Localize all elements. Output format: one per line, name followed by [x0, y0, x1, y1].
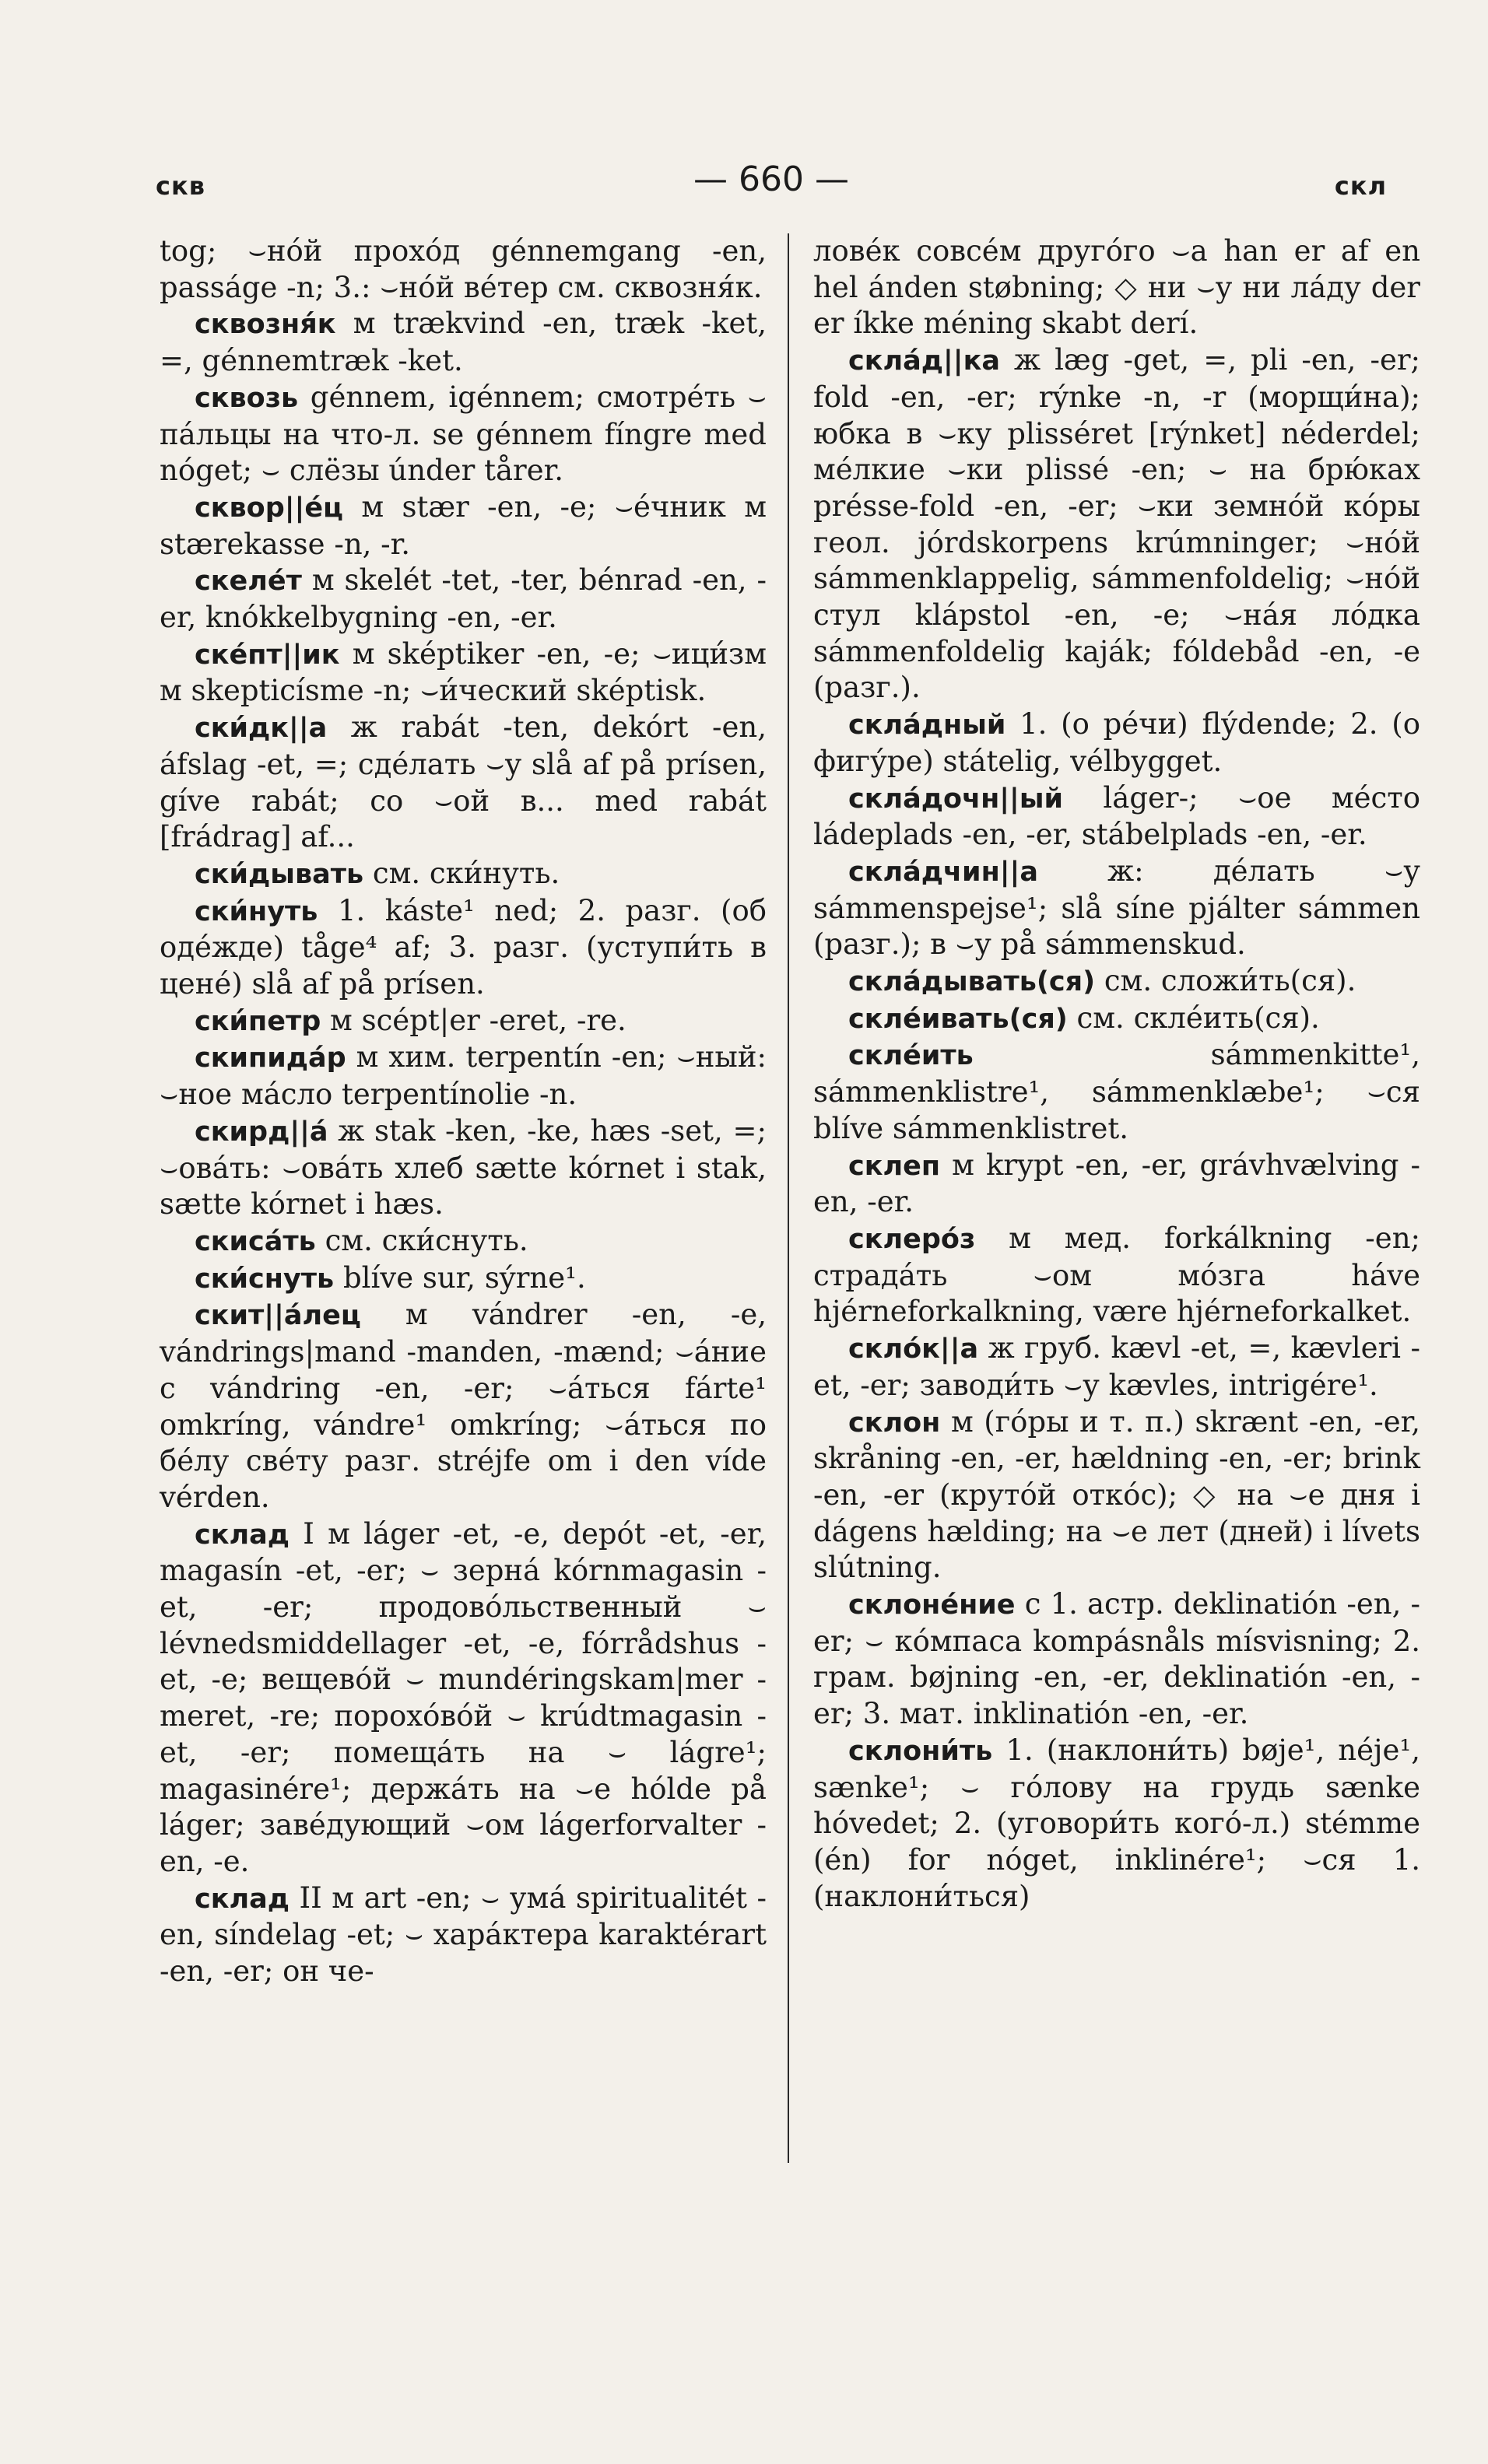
entry-headword: склéивать(ся) — [848, 1003, 1068, 1035]
entry-text: с 1. астр. deklinatión -en, -er; ⌣ кóмпаса kompásnåls mísvisning; 2. грам. bøjning -en, -er, deklinatión -en, -er; 3. мат. inklinatión -en, -er. — [813, 1587, 1420, 1731]
dictionary-entry — [813, 1221, 1420, 1330]
entry-text: ж læg -get, =, pli -en, -er; fold -en, -er; rýnke -n, -r (морщи́на); юбка в ⌣ку plisséret [rýnket] néderdel; мéлкие ⌣ки plissé -en; ⌣ на брю́ках présse-fold -en, -er; ⌣ки земнóй кóры геол. jórdskorpens krúmninger; ⌣нóй sámmenklappelig, sámmenfoldelig; ⌣нóй стул klápstol -en, -e; ⌣нáя лóдка sámmenfoldelig kaják; fóldebåd -en, -e (разг.). — [813, 343, 1420, 705]
running-head-left: скв — [156, 171, 205, 201]
entry-headword: скит||áлец — [195, 1300, 361, 1332]
entry-text: II м art -en; ⌣ умá spiritualitét -en, síndelag -et; ⌣ харáктера karaktérart -en, -er; он че- — [160, 1880, 767, 1989]
entry-text: génnem, igénnem; смотрéть ⌣ пáльцы на что-л. se génnem fíngre med nóget; ⌣ слёзы únder tårer. — [160, 380, 767, 488]
dictionary-entry — [160, 563, 767, 636]
entry-text: 1. (наклони́ть) bøje¹, néje¹, sænke¹; ⌣ гóлову на грудь sænke hóvedet; 2. (уговори́ть когó-л.) stémme (én) for nóget, inklinére¹; ⌣ся 1. (наклони́ться) — [813, 1733, 1420, 1913]
dictionary-entry — [813, 1404, 1420, 1587]
entry-headword: склáдочн||ый — [848, 783, 1064, 815]
dictionary-entry — [160, 893, 767, 1003]
entry-text: sámmenkitte¹, sámmenklistre¹, sámmenklæbe¹; ⌣ся blíve sámmenklistret. — [813, 1038, 1420, 1145]
entry-headword: склáдывать(ся) — [848, 966, 1096, 998]
entry-text: ловéк совсéм другóго ⌣а han er af en hel ánden støbning; ◇ ни ⌣у ни лáду der er íkke méning skabt derí. — [813, 234, 1420, 341]
right-column — [813, 233, 1420, 1915]
dictionary-entry — [813, 342, 1420, 706]
dictionary-entry — [813, 233, 1420, 342]
entry-headword: склад — [195, 1883, 290, 1915]
entry-text: м skelét -tet, -ter, bénrad -en, -er, knókkelbygning -en, -er. — [160, 563, 767, 635]
running-head-right: скл — [1334, 171, 1387, 201]
entry-headword: ски́нуть — [195, 896, 318, 927]
entry-text: 1. káste¹ ned; 2. разг. (об одéжде) tåge⁴ af; 3. разг. (уступи́ть в цене́) slå af på prísen. — [160, 893, 767, 1001]
column-divider — [788, 233, 789, 2163]
entry-headword: скипидáр — [195, 1043, 346, 1074]
dictionary-entry — [160, 380, 767, 489]
dictionary-entry — [813, 963, 1420, 1001]
dictionary-entry — [813, 780, 1420, 853]
entry-text: м vándrer -en, -e, vándrings|mand -manden, -mænd; ⌣áние с vándring -en, -er; ⌣áться fárte¹ omkríng, vándre¹ omkríng; ⌣áться по бéлу свéту разг. stréjfe om i den víde vérden. — [160, 1298, 767, 1514]
dictionary-entry — [813, 1330, 1420, 1404]
entry-text: см. ски́снуть. — [315, 1223, 528, 1257]
entry-headword: склóк||а — [848, 1334, 979, 1365]
entry-text: см. склéить(ся). — [1067, 1001, 1320, 1035]
entry-headword: скирд||á — [195, 1116, 328, 1148]
entry-headword: склонéние — [848, 1590, 1016, 1621]
left-column — [160, 233, 767, 1990]
entry-text: м (гóры и т. п.) skrænt -en, -er, skråning -en, -er, hældning -en, -er; brink -en, -er (крутóй откóс); ◇ на ⌣е дня i dágens hælding; на ⌣е лет (дней) i lívets slútning. — [813, 1404, 1420, 1585]
entry-headword: склони́ть — [848, 1735, 993, 1767]
dictionary-entry — [160, 1113, 767, 1223]
entry-headword: скелéт — [195, 566, 302, 598]
dictionary-entry — [813, 1037, 1420, 1147]
page-number: — 660 — — [693, 159, 849, 199]
entry-headword: склáд||ка — [848, 345, 1000, 377]
entry-text: м хим. terpentín -en; ⌣ный: ⌣ное мáсло terpentínolie -n. — [160, 1040, 767, 1112]
entry-headword: склáдный — [848, 710, 1006, 741]
entry-headword: сквор||éц — [195, 492, 343, 524]
entry-headword: склерóз — [848, 1223, 976, 1255]
entry-headword: ски́дывать — [195, 858, 364, 890]
entry-text: 1. (о рéчи) flýdende; 2. (о фигу́ре) státelig, vélbygget. — [813, 707, 1420, 778]
entry-headword: ски́дк||а — [195, 713, 328, 745]
entry-headword: склеп — [848, 1150, 941, 1182]
entry-text: м мед. forkálkning -en; страдáть ⌣ом мóзга háve hjérneforkalkning, være hjérneforkalket. — [813, 1221, 1420, 1329]
dictionary-entry — [813, 1001, 1420, 1038]
dictionary-entry — [160, 1297, 767, 1516]
dictionary-entry — [160, 233, 767, 306]
entry-text: м scépt|er -eret, -re. — [321, 1003, 626, 1037]
entry-headword: ски́снуть — [195, 1263, 335, 1295]
page-header — [156, 159, 1387, 214]
dictionary-entry — [160, 1003, 767, 1040]
dictionary-entry — [160, 306, 767, 379]
dictionary-entry — [160, 1516, 767, 1880]
entry-headword: скисáть — [195, 1225, 316, 1257]
entry-text: láger-; ⌣ое мéсто ládeplads -en, -er, stábelplads -en, -er. — [813, 780, 1420, 852]
dictionary-entry — [160, 1880, 767, 1990]
entry-text: ж rabát -ten, dekórt -en, áfslag -et, =; сдéлать ⌣у slå af på prísen, gíve rabát; со ⌣ой в... med rabát [frádrag] af... — [160, 710, 767, 854]
entry-headword: склад — [195, 1519, 290, 1551]
entry-text: ж stak -ken, -ke, hæs -set, =; ⌣овáть: ⌣овáть хлеб sætte kórnet i stak, sætte kórnet i hæs. — [160, 1113, 767, 1221]
entry-text: I м láger -et, -e, depót -et, -er, magasín -et, -er; ⌣ зерна́ kórnmagasin -et, -er; продовóльственный ⌣ lévnedsmiddellager -et, -e, fórrådshus -et, -e; вещевóй ⌣ mundéringskam|mer -meret, -re; порохóвóй ⌣ krúdtmagasin -et, -er; помещáть на ⌣ lágre¹; magasinére¹; держáть на ⌣е hólde på láger; завéдующий ⌣ом lágerforvalter -en, -e. — [160, 1516, 767, 1878]
entry-text: м sképtiker -en, -e; ⌣ици́зм м skepticísme -n; ⌣и́ческий sképtisk. — [160, 636, 767, 708]
dictionary-entry — [813, 853, 1420, 963]
entry-headword: сквозь — [195, 382, 299, 414]
entry-text: см. сложи́ть(ся). — [1095, 964, 1356, 998]
entry-text: м krypt -en, -er, grávhvælving -en, -er. — [813, 1148, 1420, 1219]
dictionary-entry — [160, 710, 767, 856]
entry-headword: склон — [848, 1407, 941, 1439]
entry-text: ж: дéлать ⌣у sámmenspejse¹; slå síne pjálter sámmen (разг.); в ⌣у på sámmenskud. — [813, 853, 1420, 962]
dictionary-entry — [160, 856, 767, 893]
dictionary-entry — [813, 1586, 1420, 1733]
entry-text: blíve sur, sýrne¹. — [334, 1260, 586, 1295]
entry-text: см. ски́нуть. — [363, 856, 560, 890]
entry-headword: скéпт||ик — [195, 639, 340, 671]
entry-text: ж груб. kævl -et, =, kævleri -et, -er; заводи́ть ⌣у kævles, intrigére¹. — [813, 1331, 1420, 1402]
entry-headword: сквозня́к — [195, 309, 336, 341]
entry-text: м trækvind -en, træk -ket, =, génnemtræk -ket. — [160, 307, 767, 378]
entry-headword: ски́петр — [195, 1005, 321, 1037]
entry-headword: склáдчин||а — [848, 856, 1038, 888]
entry-headword: склéить — [848, 1040, 974, 1072]
dictionary-entry — [160, 1223, 767, 1260]
dictionary-entry — [160, 636, 767, 710]
dictionary-entry — [160, 1260, 767, 1298]
entry-text: м stær -en, -e; ⌣éчник м stærekasse -n, -r. — [160, 489, 767, 561]
dictionary-entry — [160, 1039, 767, 1113]
dictionary-entry — [813, 706, 1420, 780]
dictionary-entry — [160, 489, 767, 563]
dictionary-entry — [813, 1733, 1420, 1915]
entry-text: tog; ⌣нóй прохóд génnemgang -en, passáge -n; 3.: ⌣нóй вéтер см. сквозня́к. — [160, 234, 767, 304]
dictionary-entry — [813, 1148, 1420, 1221]
